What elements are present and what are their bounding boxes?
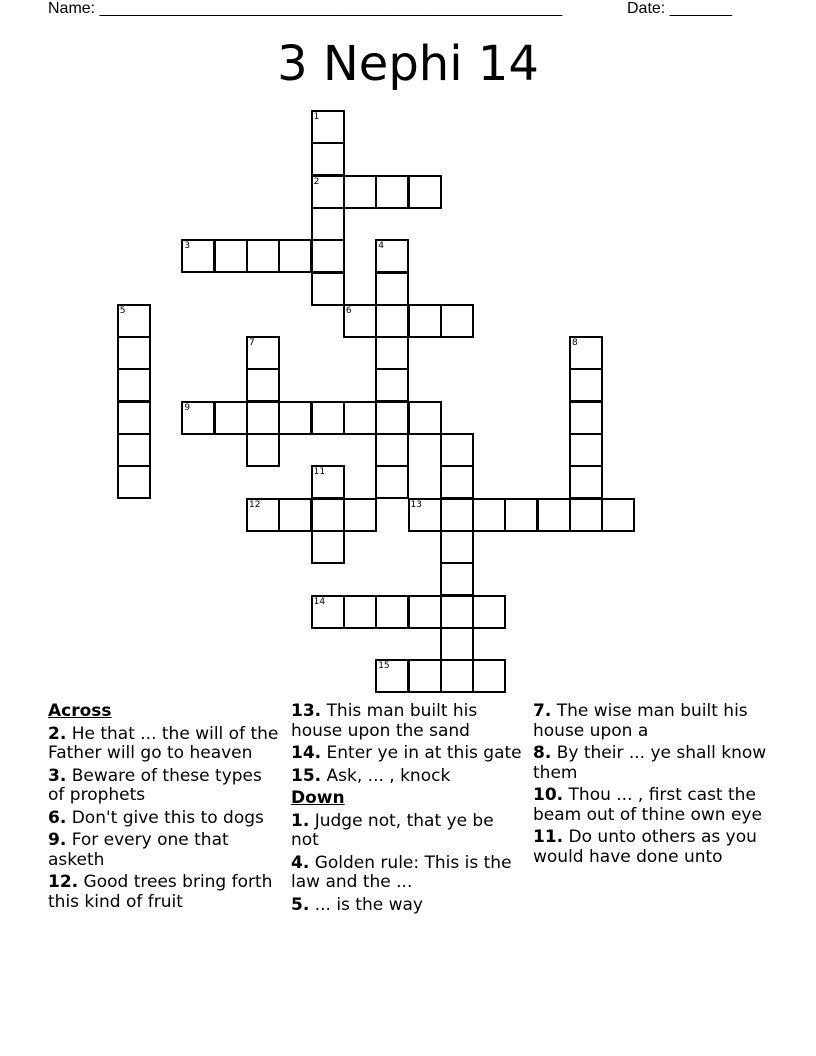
grid-cell[interactable]	[569, 336, 603, 370]
clue-number: 4	[378, 241, 384, 252]
grid-cell[interactable]	[472, 498, 506, 532]
clue-item-number: 14.	[291, 743, 322, 763]
clue-item-number: 8.	[533, 743, 552, 763]
grid-cell[interactable]	[601, 498, 635, 532]
grid-cell[interactable]	[408, 659, 442, 693]
clue-number: 11	[313, 467, 326, 478]
clue-item-number: 5.	[291, 894, 310, 915]
grid-cell[interactable]	[246, 336, 280, 370]
grid-cell[interactable]	[375, 239, 409, 273]
grid-cell[interactable]	[375, 304, 409, 338]
clue-item	[533, 786, 793, 825]
clue-number: 5	[119, 305, 126, 316]
grid-cell[interactable]	[311, 110, 345, 144]
clue-number: 13	[410, 499, 422, 510]
grid-cell[interactable]	[246, 239, 280, 273]
grid-cell[interactable]	[440, 465, 474, 499]
clue-item	[291, 744, 523, 764]
grid-cell[interactable]	[504, 498, 538, 532]
grid-cell[interactable]	[569, 401, 603, 435]
clue-number: 12	[249, 499, 261, 510]
grid-cell[interactable]	[569, 465, 603, 499]
grid-cell[interactable]	[440, 498, 474, 532]
grid-cell[interactable]	[246, 401, 280, 435]
grid-cell[interactable]	[117, 304, 151, 338]
grid-cell[interactable]	[440, 433, 474, 467]
grid-cell[interactable]	[343, 175, 377, 209]
grid-cell[interactable]	[375, 659, 409, 693]
across-heading: Across	[48, 701, 112, 721]
grid-cell[interactable]	[117, 336, 151, 370]
clue-item-text: This man built his house upon the sand	[291, 701, 478, 741]
grid-cell[interactable]	[117, 368, 151, 402]
clue-item-text: Do unto others as you would have done unto	[533, 827, 757, 867]
clue-item-text: Good trees bring forth this kind of fruit	[48, 872, 273, 912]
clue-item-text: Golden rule: This is the law and the ...	[291, 852, 512, 892]
grid-cell[interactable]	[117, 433, 151, 467]
grid-cell[interactable]	[214, 239, 248, 273]
clue-item-text: The wise man built his house upon a	[533, 701, 748, 741]
clue-item-number: 9.	[48, 830, 67, 850]
grid-cell[interactable]	[440, 627, 474, 661]
clue-item	[533, 828, 793, 867]
grid-cell[interactable]	[569, 498, 603, 532]
clue-item	[533, 744, 793, 783]
clue-column-1	[48, 702, 280, 915]
clue-item-text: He that ... the will of the Father will go to heaven	[48, 723, 279, 763]
clue-item	[291, 854, 523, 893]
clue-item-number: 11.	[533, 827, 564, 847]
grid-cell[interactable]	[408, 401, 442, 435]
clue-item	[291, 896, 523, 916]
grid-cell[interactable]	[472, 659, 506, 693]
clue-item	[291, 767, 523, 787]
grid-cell[interactable]	[408, 498, 442, 532]
grid-cell[interactable]	[440, 562, 474, 596]
clue-item-number: 4.	[291, 852, 310, 873]
grid-cell[interactable]	[246, 433, 280, 467]
clue-item-number: 15.	[291, 765, 322, 786]
grid-cell[interactable]	[311, 595, 345, 629]
clue-item	[291, 702, 523, 741]
grid-cell[interactable]	[440, 530, 474, 564]
clue-item-number: 13.	[291, 701, 322, 721]
grid-cell[interactable]	[311, 207, 345, 241]
grid-cell[interactable]	[117, 401, 151, 435]
grid-cell[interactable]	[343, 595, 377, 629]
clue-column-2	[291, 702, 523, 918]
grid-cell[interactable]	[181, 239, 215, 273]
grid-cell[interactable]	[375, 272, 409, 306]
grid-cell[interactable]	[214, 401, 248, 435]
clue-item-text: Enter ye in at this gate	[321, 743, 522, 763]
grid-cell[interactable]	[375, 465, 409, 499]
clue-item-number: 3.	[48, 765, 67, 786]
clue-item-text: By their ... ye shall know them	[533, 743, 767, 783]
clue-number: 3	[184, 241, 191, 252]
grid-cell[interactable]	[117, 465, 151, 499]
clue-number: 14	[313, 596, 326, 607]
grid-cell[interactable]	[278, 498, 312, 532]
clue-number: 15	[378, 661, 390, 672]
clue-item-text: For every one that asketh	[48, 830, 229, 870]
clue-item	[291, 812, 523, 851]
clue-item	[48, 725, 280, 764]
grid-cell[interactable]	[375, 433, 409, 467]
grid-cell[interactable]	[311, 401, 345, 435]
clue-item-number: 2.	[48, 723, 67, 744]
clue-item-number: 7.	[533, 701, 552, 721]
grid-cell[interactable]	[375, 595, 409, 629]
clue-item	[48, 809, 280, 829]
grid-cell[interactable]	[375, 368, 409, 402]
clue-item-number: 6.	[48, 807, 67, 828]
clue-number: 2	[313, 176, 320, 187]
grid-cell[interactable]	[440, 659, 474, 693]
grid-cell[interactable]	[375, 401, 409, 435]
clue-item-text: Don't give this to dogs	[66, 807, 264, 828]
grid-cell[interactable]	[472, 595, 506, 629]
clue-item-text: Judge not, that ye be not	[291, 810, 494, 850]
grid-cell[interactable]	[343, 401, 377, 435]
grid-cell[interactable]	[569, 368, 603, 402]
clue-item-text: Beware of these types of prophets	[48, 765, 262, 805]
grid-cell[interactable]	[375, 336, 409, 370]
grid-cell[interactable]	[311, 239, 345, 273]
down-heading: Down	[291, 788, 345, 808]
grid-cell[interactable]	[311, 530, 345, 564]
grid-cell[interactable]	[375, 175, 409, 209]
grid-cell[interactable]	[181, 401, 215, 435]
grid-cell[interactable]	[440, 595, 474, 629]
clue-number: 6	[345, 305, 352, 316]
clue-item-text: ... is the way	[309, 894, 423, 915]
grid-cell[interactable]	[246, 368, 280, 402]
grid-cell[interactable]	[569, 433, 603, 467]
date-label: Date: _______	[627, 0, 732, 17]
clue-item-number: 1.	[291, 810, 310, 831]
clue-item-text: Thou ... , first cast the beam out of thine own eye	[533, 785, 762, 825]
clue-item-number: 10.	[533, 785, 564, 805]
clue-item-text: Ask, ... , knock	[321, 765, 451, 786]
grid-cell[interactable]	[311, 498, 345, 532]
grid-cell[interactable]	[278, 401, 312, 435]
clue-number: 1	[313, 112, 320, 122]
clue-item	[48, 873, 280, 912]
clue-item	[48, 831, 280, 870]
grid-cell[interactable]	[343, 304, 377, 338]
grid-cell[interactable]	[343, 498, 377, 532]
clue-item	[48, 767, 280, 806]
grid-cell[interactable]	[408, 175, 442, 209]
clue-number: 9	[184, 402, 191, 413]
name-label: Name: ____________________________________________________	[48, 0, 563, 17]
grid-cell[interactable]	[408, 304, 442, 338]
clue-number: 7	[249, 338, 255, 349]
grid-cell[interactable]	[246, 498, 280, 532]
grid-cell[interactable]	[311, 142, 345, 176]
clue-number: 8	[572, 338, 578, 349]
grid-cell[interactable]	[440, 304, 474, 338]
page-title: 3 Nephi 14	[277, 36, 539, 92]
grid-cell[interactable]	[278, 239, 312, 273]
grid-cell[interactable]	[311, 272, 345, 306]
clue-item-number: 12.	[48, 872, 79, 892]
clue-column-3	[533, 702, 793, 870]
grid-cell[interactable]	[311, 465, 345, 499]
grid-cell[interactable]	[311, 175, 345, 209]
grid-cell[interactable]	[537, 498, 571, 532]
clue-item	[533, 702, 793, 741]
grid-cell[interactable]	[408, 595, 442, 629]
